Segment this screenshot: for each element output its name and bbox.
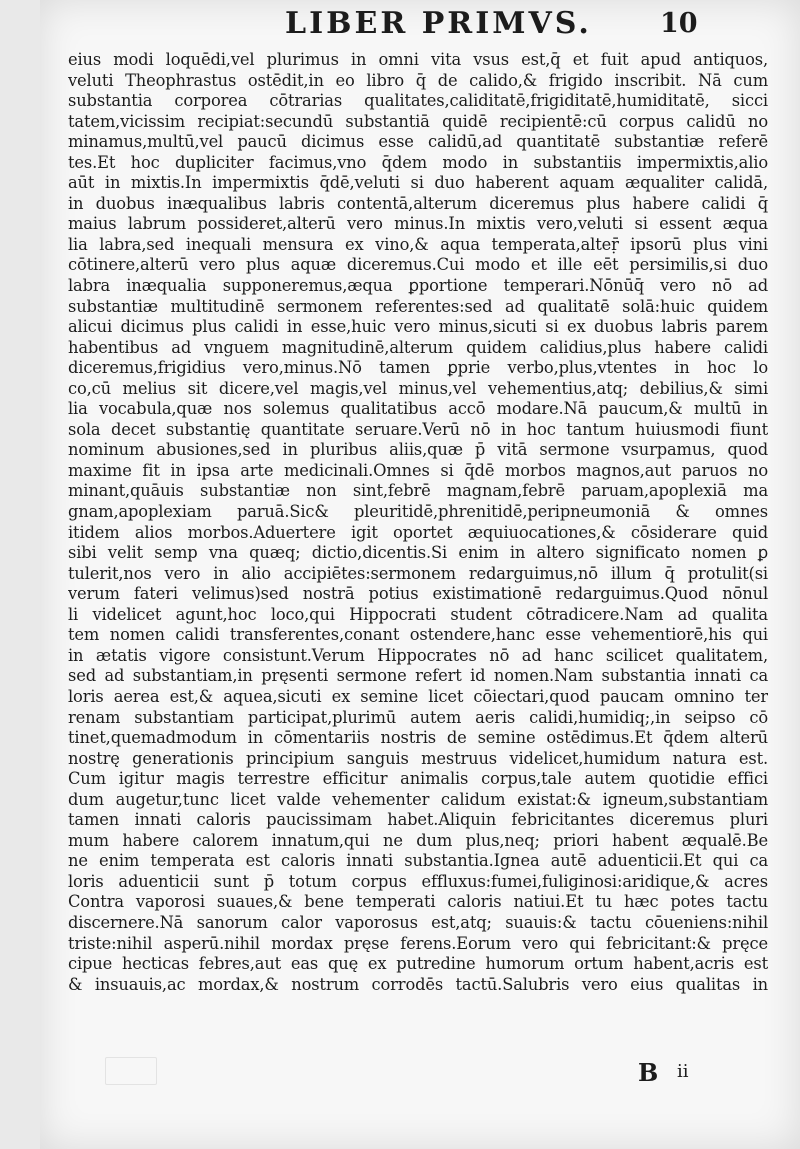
text-line: tes.Et hoc dupliciter facimus,vno q̄dem modo in substantiis impermixtis,alio [68,152,768,172]
text-line: lia vocabula,quæ nos solemus qualitatibus accō modare.Nā paucum,& multū in [68,399,768,419]
text-line: habentibus ad vnguem magnitudinē,alterum quidem calidius,plus habere calidi [68,337,768,357]
text-line: cipue hecticas febres,aut eas quę ex putredine humorum ortum habent,acris est [68,954,768,974]
text-line: veluti Theophrastus ostēdit,in eo libro q̄ de calido,& frigido inscribit. Nā cum [68,70,768,90]
library-stamp [105,1057,157,1085]
text-line: nominum abusiones,sed in pluribus aliis,quæ p̄ vitā sermone vsurpamus, quod [68,440,768,460]
text-line: in duobus inæqualibus labris contentā,alterum diceremus plus habere calidi q̄ [68,193,768,213]
text-line: substantia corporea cōtrarias qualitates,caliditatē,frigiditatē,humiditatē, sicci [68,91,768,111]
text-line: sola decet substantię quantitate seruare.Verū nō in hoc tantum huiusmodi fiunt [68,419,768,439]
text-line: minamus,multū,vel paucū dicimus esse calidū,ad quantitatē substantiæ referē [68,132,768,152]
text-line: discernere.Nā sanorum calor vaporosus est,atq; suauis:& tactu cōueniens:nihil [68,912,768,932]
text-line: renam substantiam participat,plurimū autem aeris calidi,humidiq;,in seipso cō [68,707,768,727]
text-line: nostrę generationis principium sanguis mestruus videlicet,humidum natura est. [68,748,768,768]
text-line: ne enim temperata est caloris innati substantia.Ignea autē aduenticii.Et qui ca [68,851,768,871]
text-line: triste:nihil asperū.nihil mordax pręse ferens.Eorum vero qui febricitant:& pręce [68,933,768,953]
text-line: itidem alios morbos.Aduertere igit̄ oportet æquiuocationes,& cōsiderare quid [68,522,768,542]
text-line: maius labrum possideret,alterū vero minus.In mixtis vero,veluti si essent æqua [68,214,768,234]
text-line: verum fateri velimus)sed nostrā potius existimationē redarguimus.Quod nōnul [68,584,768,604]
running-head [40,6,800,42]
text-line: li videlicet agunt,hoc loco,qui Hippocrati student cōtradicere.Nam ad qualita [68,604,768,624]
running-title: LIBER PRIMVS. [285,6,592,41]
text-line: diceremus,frigidius vero,minus.Nō tamen ꝑprie verbo,plus,vtentes in hoc lo [68,358,768,378]
text-line: mum habere calorem innatum,qui ne dum plus,neq; priori habent æqualē.Be [68,830,768,850]
text-line: sed ad substantiam,in pręsenti sermone refert id nomen.Nam substantia innati ca [68,666,768,686]
text-line: tatem,vicissim recipiat:secundū substantiā quidē recipientē:cū corpus calidū no [68,111,768,131]
text-line: tem nomen calidi transferentes,conant̄ ostendere,hanc esse vehementiorē,his qui [68,625,768,645]
signature-mark: B [638,1058,659,1087]
text-line: lia labra,sed inequali mensura ex vino,& aqua temperata,alteṝ ipsorū plus vini [68,234,768,254]
text-line: in ætatis vigore consistunt.Verum Hippocrates nō ad hanc scilicet qualitatem, [68,645,768,665]
text-line: tamen innati caloris paucissimam habet.Aliquin febricitantes diceremus pluri [68,810,768,830]
text-line: loris aduenticii sunt p̄ totum corpus effluxus:fumei,fuliginosi:aridique,& acres [68,871,768,891]
text-line: loris aerea est,& aquea,sicuti ex semine licet cōiectari,quod paucam omnino ter [68,686,768,706]
text-line: substantiæ multitudinē sermonem referentes:sed ad qualitatē solā:huic quidem [68,296,768,316]
book-page [40,0,800,1149]
text-line: labra inæqualia supponeremus,æqua ꝑportione temperari.Nōnūq̄ vero nō ad [68,276,768,296]
text-line: Contra vaporosi suaues,& bene temperati caloris natiui.Et tu hæc potes tactu [68,892,768,912]
text-line: & insuauis,ac mordax,& nostrum corrodēs tactū.Salubris vero eius qualitas in [68,974,768,994]
text-line: sibi velit semp vna quæq; dictio,dicentis.Si enim in altero significato nomen ꝑ [68,543,768,563]
text-line: co,cū melius sit dicere,vel magis,vel minus,vel vehementius,atq; debilius,& simi [68,378,768,398]
catchword: ii [677,1061,689,1082]
text-line: tinet,quemadmodum in cōmentariis nostris de semine ostēdimus.Et q̄dem alterū [68,728,768,748]
text-line: Cum igitur magis terrestre efficitur animalis corpus,tale autem quotidie effici [68,769,768,789]
text-line: alicui dicimus plus calidi in esse,huic vero minus,sicuti si ex duobus labris parem [68,317,768,337]
text-line: cōtinere,alterū vero plus aquæ diceremus.Cui modo et ille eēt persimilis,si duo [68,255,768,275]
text-line: dum augetur,tunc licet valde vehementer calidum existat:& igneum,substantiam [68,789,768,809]
text-line: minant,quāuis substantiæ non sint,febrē magnam,febrē paruam,apoplexiā ma [68,481,768,501]
body-text [68,50,768,995]
folio-number: 10 [660,8,698,39]
text-line: eius modi loquēdi,vel plurimus in omni vita vsus est,q̄ et fuit apud antiquos, [68,50,768,69]
text-line: aūt in mixtis.In impermixtis q̄dē,veluti si duo haberent aquam æqualiter calidā, [68,173,768,193]
text-line: maxime fit in ipsa arte medicinali.Omnes si q̄dē morbos magnos,aut paruos no [68,460,768,480]
text-line: gnam,apoplexiam paruā.Sic& pleuritidē,phrenitidē,peripneumoniā & omnes [68,502,768,522]
text-line: tulerit,nos vero in alio accipiētes:sermonem redarguimus,nō illum q̄ protulit(si [68,563,768,583]
